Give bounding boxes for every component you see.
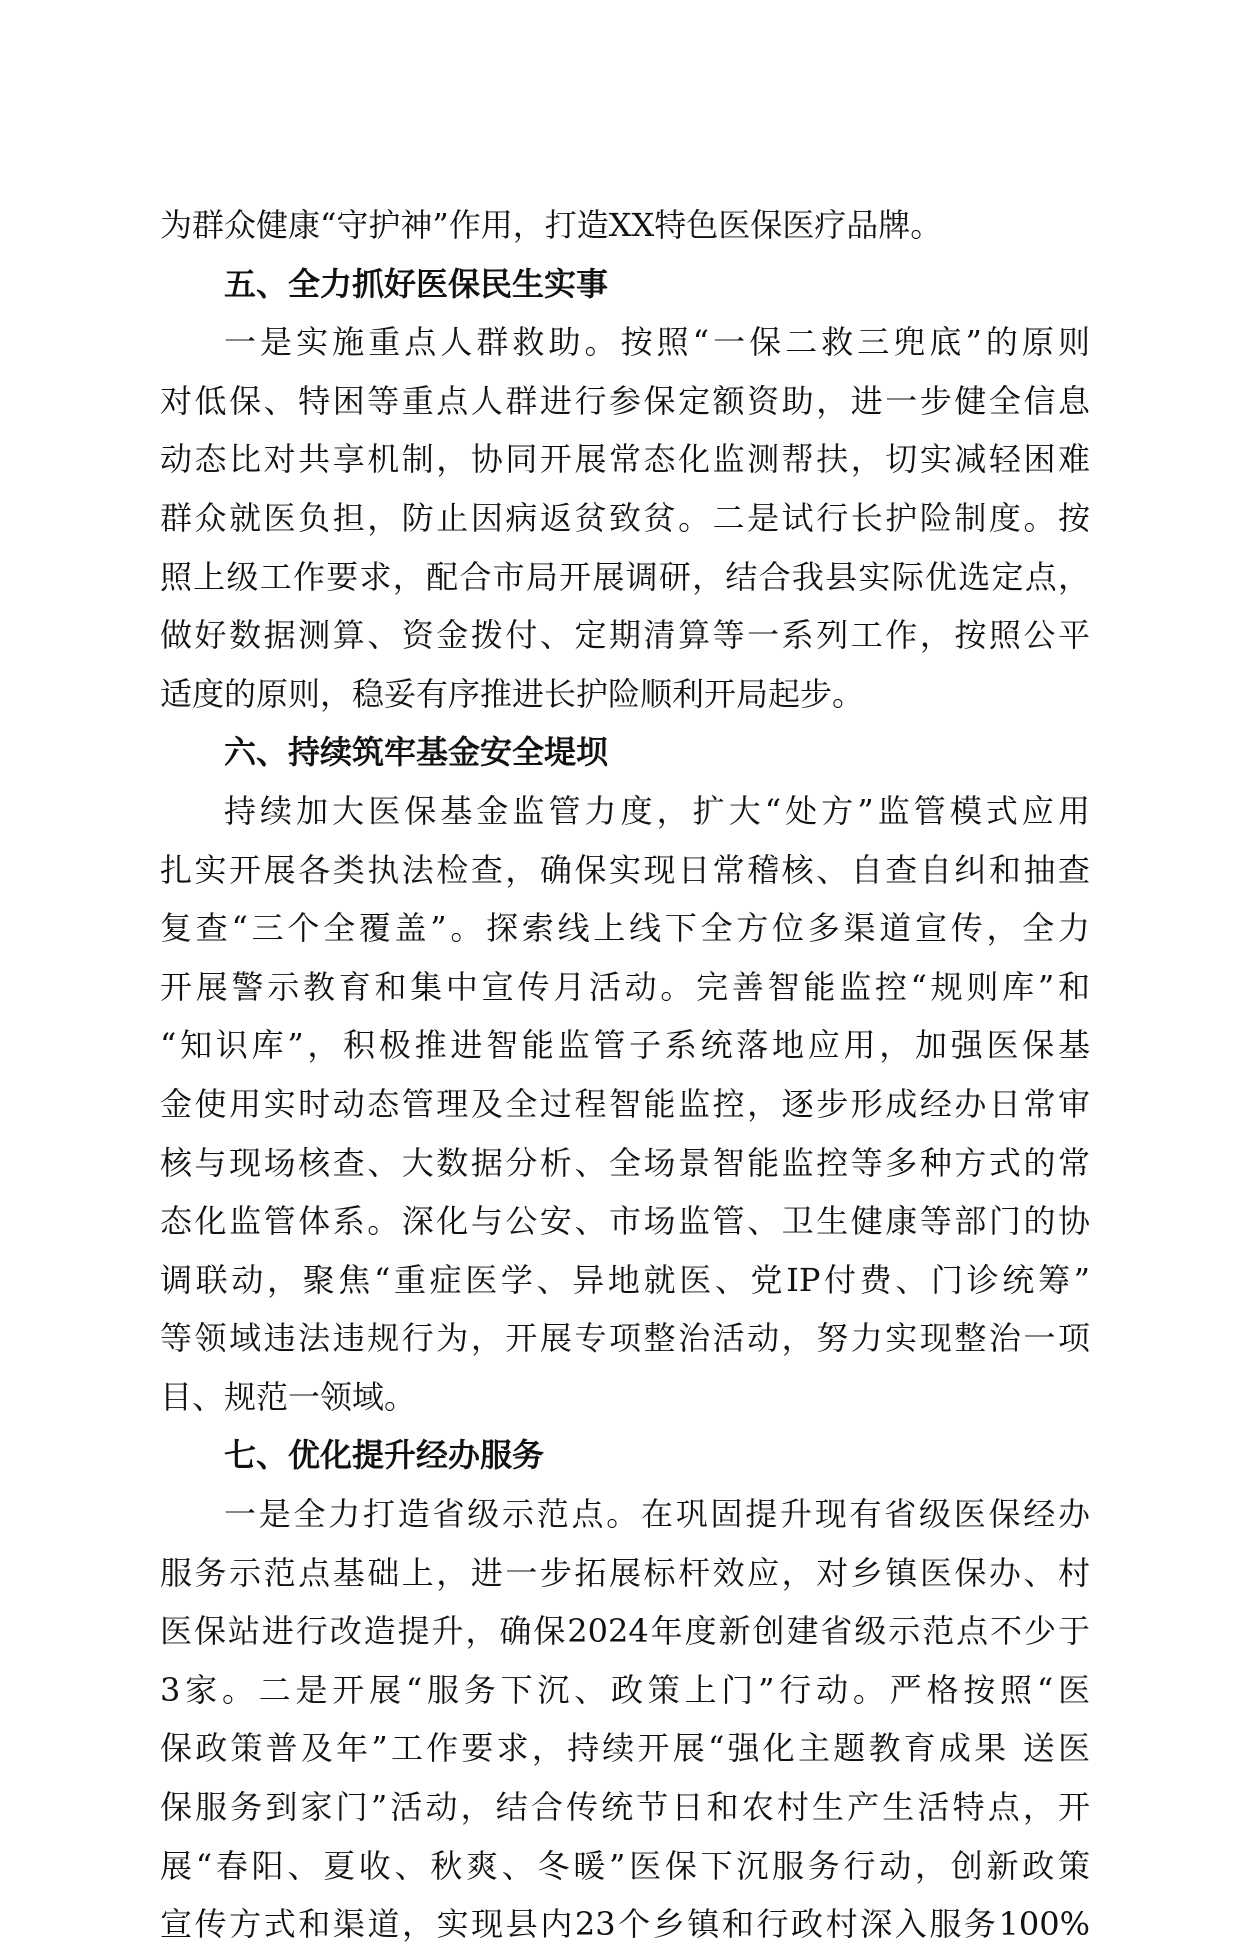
paragraph-line: 保服务到家门”活动，结合传统节日和农村生产生活特点，开 [160, 1788, 1090, 1827]
paragraph-line: 服务示范点基础上，进一步拓展标杆效应，对乡镇医保办、村 [160, 1553, 1090, 1592]
paragraph-line: 核与现场核查、大数据分析、全场景智能监控等多种方式的常 [160, 1143, 1090, 1182]
paragraph-line: “知识库”，积极推进智能监管子系统落地应用，加强医保基 [160, 1026, 1090, 1065]
document-body [160, 196, 1090, 1954]
paragraph-line: 扎实开展各类执法检查，确保实现日常稽核、自查自纠和抽查 [160, 850, 1090, 889]
paragraph-line: 一是实施重点人群救助。按照“一保二救三兜底”的原则 [224, 323, 1090, 362]
paragraph-line: 态化监管体系。深化与公安、市场监管、卫生健康等部门的协 [160, 1202, 1090, 1241]
paragraph-line: 等领域违法违规行为，开展专项整治活动，努力实现整治一项 [160, 1319, 1090, 1358]
section-heading: 七、优化提升经办服务 [224, 1436, 545, 1475]
paragraph-line: 为群众健康“守护神”作用，打造XX特色医保医疗品牌。 [160, 206, 943, 244]
paragraph-line: 目、规范一领域。 [160, 1377, 417, 1416]
paragraph-line: 动态比对共享机制，协同开展常态化监测帮扶，切实减轻困难 [160, 440, 1090, 479]
paragraph-line: 群众就医负担，防止因病返贫致贫。二是试行长护险制度。按 [160, 498, 1090, 537]
section-heading: 五、全力抓好医保民生实事 [224, 264, 609, 303]
paragraph-line: 一是全力打造省级示范点。在巩固提升现有省级医保经办 [224, 1495, 1090, 1534]
paragraph-line: 医保站进行改造提升，确保2024年度新创建省级示范点不少于 [160, 1612, 1090, 1651]
paragraph-line: 照上级工作要求，配合市局开展调研，结合我县实际优选定点， [160, 557, 1090, 596]
paragraph-line: 调联动，聚焦“重症医学、异地就医、党IP付费、门诊统筹” [160, 1260, 1090, 1299]
paragraph-line: 适度的原则，稳妥有序推进长护险顺利开局起步。 [160, 674, 865, 713]
paragraph-line: 开展警示教育和集中宣传月活动。完善智能监控“规则库”和 [160, 967, 1090, 1006]
paragraph-line: 做好数据测算、资金拨付、定期清算等一系列工作，按照公平 [160, 616, 1090, 655]
paragraph-line: 保政策普及年”工作要求，持续开展“强化主题教育成果 送医 [160, 1729, 1090, 1768]
section-heading: 六、持续筑牢基金安全堤坝 [224, 733, 609, 772]
paragraph-line: 宣传方式和渠道，实现县内23个乡镇和行政村深入服务100% [160, 1905, 1090, 1944]
paragraph-line: 展“春阳、夏收、秋爽、冬暖”医保下沉服务行动，创新政策 [160, 1846, 1090, 1885]
paragraph-line: 复查“三个全覆盖”。探索线上线下全方位多渠道宣传，全力 [160, 909, 1090, 948]
paragraph-line: 对低保、特困等重点人群进行参保定额资助，进一步健全信息 [160, 381, 1090, 420]
paragraph-line: 金使用实时动态管理及全过程智能监控，逐步形成经办日常审 [160, 1084, 1090, 1123]
paragraph-line: 持续加大医保基金监管力度，扩大“处方”监管模式应用 [224, 791, 1090, 830]
paragraph-line: 3家。二是开展“服务下沉、政策上门”行动。严格按照“医 [160, 1670, 1090, 1709]
